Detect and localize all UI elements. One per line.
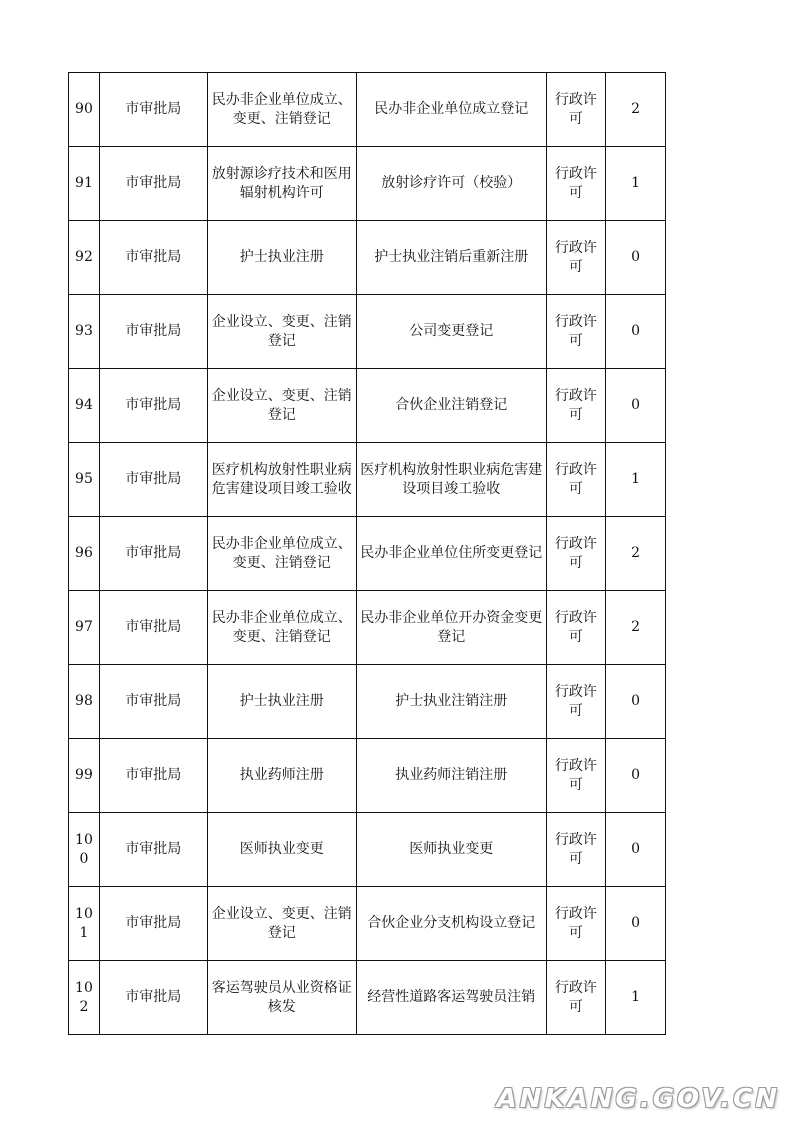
row-number: 102 <box>69 961 100 1035</box>
table-row <box>69 73 666 147</box>
item-name-cell: 民办非企业单位成立、变更、注销登记 <box>207 73 356 147</box>
table-row <box>69 887 666 961</box>
count-cell: 0 <box>606 665 666 739</box>
item-name-cell: 放射源诊疗技术和医用辐射机构许可 <box>207 147 356 221</box>
table-row <box>69 295 666 369</box>
row-number: 91 <box>69 147 100 221</box>
table-row <box>69 517 666 591</box>
department-cell: 市审批局 <box>99 591 207 665</box>
sub-item-cell: 医师执业变更 <box>356 813 546 887</box>
category-cell: 行政许可 <box>546 665 606 739</box>
count-cell: 2 <box>606 517 666 591</box>
row-number: 100 <box>69 813 100 887</box>
category-cell: 行政许可 <box>546 73 606 147</box>
sub-item-cell: 护士执业注销注册 <box>356 665 546 739</box>
table-row <box>69 961 666 1035</box>
category-cell: 行政许可 <box>546 221 606 295</box>
table-row <box>69 813 666 887</box>
count-cell: 1 <box>606 443 666 517</box>
category-cell: 行政许可 <box>546 295 606 369</box>
row-number: 94 <box>69 369 100 443</box>
table-row <box>69 369 666 443</box>
department-cell: 市审批局 <box>99 147 207 221</box>
count-cell: 0 <box>606 887 666 961</box>
row-number: 98 <box>69 665 100 739</box>
department-cell: 市审批局 <box>99 665 207 739</box>
item-name-cell: 医师执业变更 <box>207 813 356 887</box>
department-cell: 市审批局 <box>99 443 207 517</box>
sub-item-cell: 合伙企业分支机构设立登记 <box>356 887 546 961</box>
sub-item-cell: 民办非企业单位成立登记 <box>356 73 546 147</box>
row-number: 99 <box>69 739 100 813</box>
count-cell: 2 <box>606 73 666 147</box>
department-cell: 市审批局 <box>99 221 207 295</box>
category-cell: 行政许可 <box>546 739 606 813</box>
item-name-cell: 企业设立、变更、注销登记 <box>207 369 356 443</box>
department-cell: 市审批局 <box>99 73 207 147</box>
item-name-cell: 护士执业注册 <box>207 221 356 295</box>
row-number: 93 <box>69 295 100 369</box>
item-name-cell: 医疗机构放射性职业病危害建设项目竣工验收 <box>207 443 356 517</box>
table-row <box>69 665 666 739</box>
category-cell: 行政许可 <box>546 887 606 961</box>
sub-item-cell: 执业药师注销注册 <box>356 739 546 813</box>
sub-item-cell: 合伙企业注销登记 <box>356 369 546 443</box>
item-name-cell: 执业药师注册 <box>207 739 356 813</box>
row-number: 92 <box>69 221 100 295</box>
table-row <box>69 443 666 517</box>
sub-item-cell: 护士执业注销后重新注册 <box>356 221 546 295</box>
sub-item-cell: 民办非企业单位住所变更登记 <box>356 517 546 591</box>
count-cell: 0 <box>606 221 666 295</box>
category-cell: 行政许可 <box>546 147 606 221</box>
department-cell: 市审批局 <box>99 813 207 887</box>
table-row <box>69 221 666 295</box>
sub-item-cell: 民办非企业单位开办资金变更登记 <box>356 591 546 665</box>
row-number: 95 <box>69 443 100 517</box>
count-cell: 1 <box>606 961 666 1035</box>
table-row <box>69 147 666 221</box>
sub-item-cell: 放射诊疗许可（校验） <box>356 147 546 221</box>
category-cell: 行政许可 <box>546 369 606 443</box>
item-name-cell: 企业设立、变更、注销登记 <box>207 295 356 369</box>
category-cell: 行政许可 <box>546 591 606 665</box>
table-row <box>69 739 666 813</box>
category-cell: 行政许可 <box>546 443 606 517</box>
category-cell: 行政许可 <box>546 813 606 887</box>
count-cell: 0 <box>606 739 666 813</box>
category-cell: 行政许可 <box>546 517 606 591</box>
item-name-cell: 护士执业注册 <box>207 665 356 739</box>
records-table <box>68 72 666 1035</box>
item-name-cell: 民办非企业单位成立、变更、注销登记 <box>207 517 356 591</box>
site-watermark: ANKANG.GOV.CN <box>496 1084 780 1114</box>
count-cell: 2 <box>606 591 666 665</box>
department-cell: 市审批局 <box>99 739 207 813</box>
row-number: 101 <box>69 887 100 961</box>
count-cell: 0 <box>606 813 666 887</box>
department-cell: 市审批局 <box>99 887 207 961</box>
item-name-cell: 企业设立、变更、注销登记 <box>207 887 356 961</box>
row-number: 97 <box>69 591 100 665</box>
department-cell: 市审批局 <box>99 369 207 443</box>
sub-item-cell: 公司变更登记 <box>356 295 546 369</box>
count-cell: 0 <box>606 295 666 369</box>
department-cell: 市审批局 <box>99 961 207 1035</box>
sub-item-cell: 经营性道路客运驾驶员注销 <box>356 961 546 1035</box>
row-number: 96 <box>69 517 100 591</box>
table-row <box>69 591 666 665</box>
sub-item-cell: 医疗机构放射性职业病危害建设项目竣工验收 <box>356 443 546 517</box>
item-name-cell: 客运驾驶员从业资格证核发 <box>207 961 356 1035</box>
count-cell: 1 <box>606 147 666 221</box>
count-cell: 0 <box>606 369 666 443</box>
item-name-cell: 民办非企业单位成立、变更、注销登记 <box>207 591 356 665</box>
department-cell: 市审批局 <box>99 295 207 369</box>
row-number: 90 <box>69 73 100 147</box>
category-cell: 行政许可 <box>546 961 606 1035</box>
department-cell: 市审批局 <box>99 517 207 591</box>
